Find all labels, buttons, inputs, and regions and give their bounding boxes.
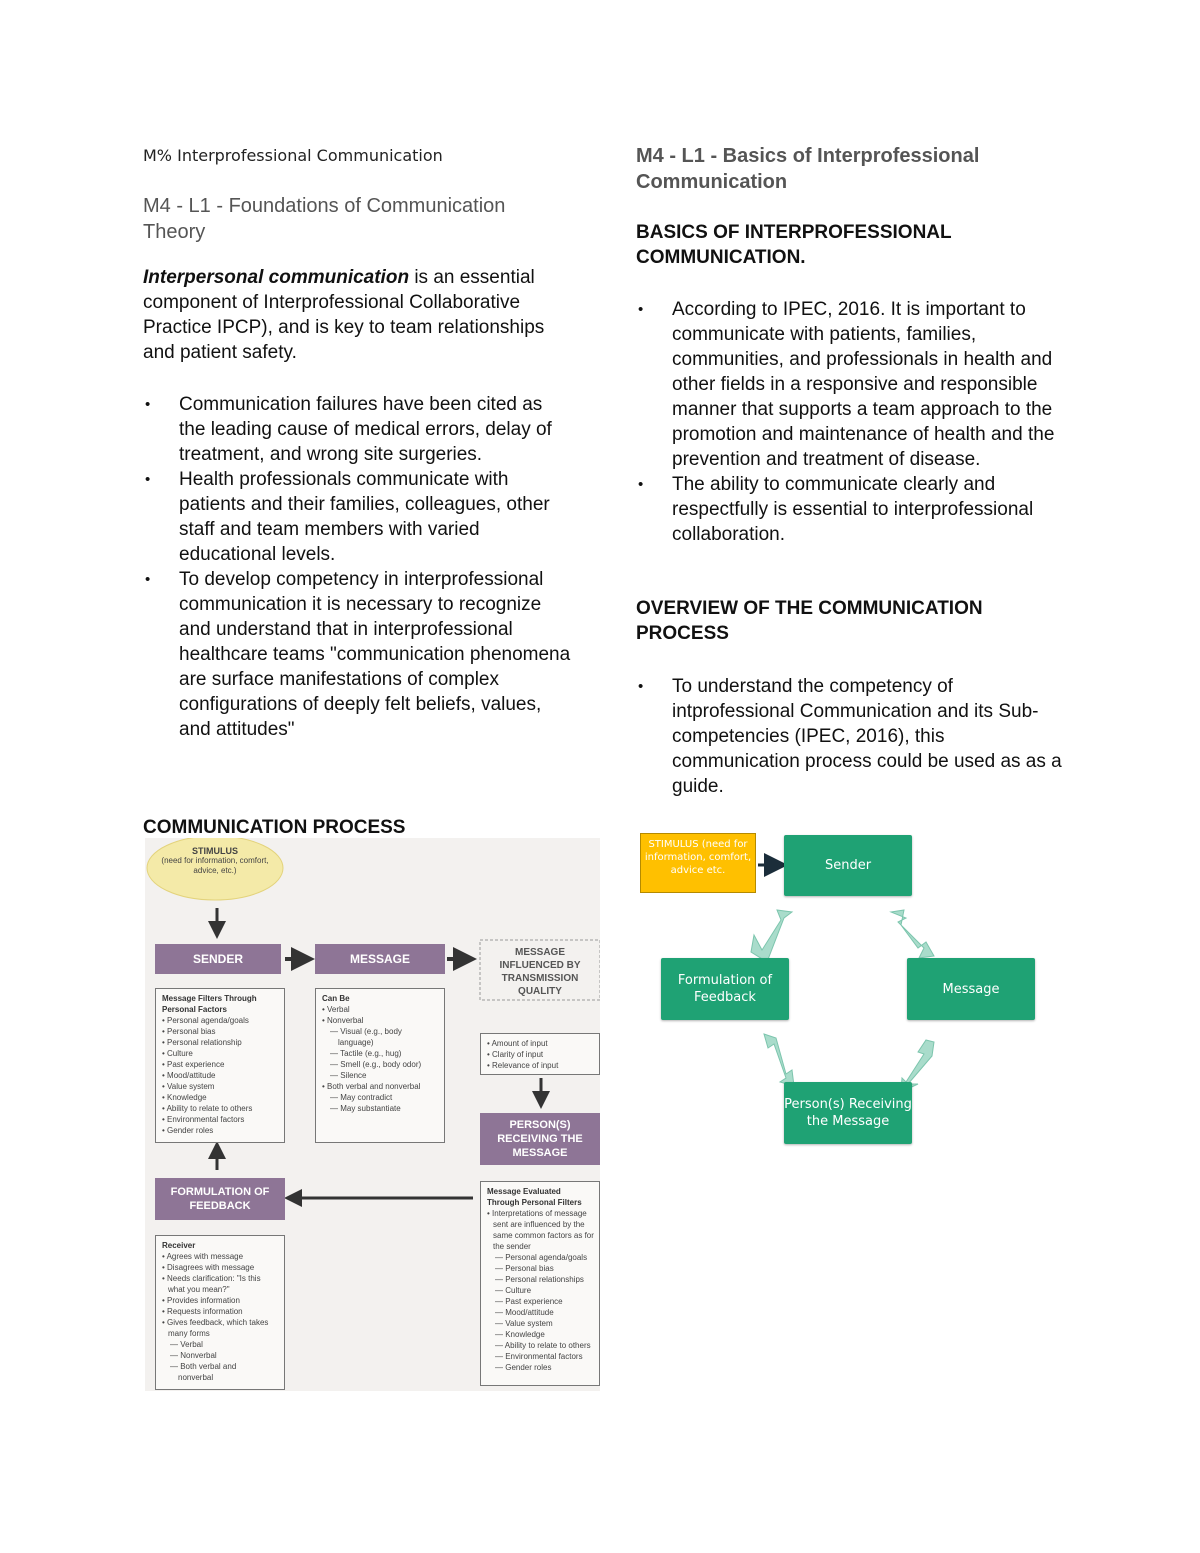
receiver-item: what you mean?" <box>168 1285 230 1294</box>
quality-item: • Relevance of input <box>487 1061 559 1070</box>
evaluated-box <box>480 1181 600 1386</box>
receiver-item: • Needs clarification: "Is this <box>162 1274 261 1283</box>
evaluated-item: — Knowledge <box>495 1330 545 1339</box>
filters-box <box>155 988 285 1143</box>
filter-item: • Personal agenda/goals <box>162 1016 249 1025</box>
stimulus-box: STIMULUS (need for information, comfort, advice etc. <box>640 833 756 893</box>
list-item: • The ability to communicate clearly and respectfully is essential to interprofessional collaboration. <box>636 472 1066 547</box>
basics-bullet-list <box>636 297 1066 547</box>
evaluated-item: — Mood/attitude <box>495 1308 554 1317</box>
evaluated-item: — Environmental factors <box>495 1352 583 1361</box>
quality-item: • Clarity of input <box>487 1050 544 1059</box>
document-title: M% Interprofessional Communication <box>143 146 443 165</box>
filter-item: • Value system <box>162 1082 215 1091</box>
can-be-item: — Tactile (e.g., hug) <box>330 1049 402 1058</box>
can-be-item: • Nonverbal <box>322 1016 364 1025</box>
receiver-item: many forms <box>168 1329 210 1338</box>
receiving-node: Person(s) Receiving the Message <box>784 1082 912 1144</box>
feedback-box: FORMULATION OF FEEDBACK <box>155 1178 285 1220</box>
receiver-title: Receiver <box>162 1241 196 1250</box>
receiver-item: nonverbal <box>178 1373 214 1382</box>
filter-item: • Ability to relate to others <box>162 1104 253 1113</box>
can-be-item: — Smell (e.g., body odor) <box>330 1060 422 1069</box>
evaluated-title: Message Evaluated Through Personal Filters <box>487 1187 582 1207</box>
sender-node: Sender <box>784 835 912 896</box>
receiver-item: • Disagrees with message <box>162 1263 255 1272</box>
intro-paragraph <box>143 265 563 365</box>
evaluated-item: — Personal bias <box>495 1264 554 1273</box>
receiving-box: PERSON(S) RECEIVING THE MESSAGE <box>480 1113 600 1165</box>
receiver-item: • Gives feedback, which takes <box>162 1318 269 1327</box>
influenced-label: MESSAGE INFLUENCED BY TRANSMISSION QUALITY <box>499 947 581 997</box>
receiver-item: • Agrees with message <box>162 1252 244 1261</box>
can-be-item: language) <box>338 1038 374 1047</box>
stimulus-title: STIMULUS <box>192 846 238 856</box>
list-item: • According to IPEC, 2016. It is important to communicate with patients, families, communities, and professionals in health and other fields in a responsive and responsible manner that supports a team approach to the promotion and maintenance of health and the prevention and treatment of disease. <box>636 297 1066 472</box>
sender-box: SENDER <box>155 944 281 974</box>
evaluated-item: — Value system <box>495 1319 553 1328</box>
filter-item: • Environmental factors <box>162 1115 245 1124</box>
filter-item: • Culture <box>162 1049 193 1058</box>
receiver-item: — Both verbal and <box>170 1362 237 1371</box>
filter-item: • Past experience <box>162 1060 225 1069</box>
evaluated-item: — Ability to relate to others <box>495 1341 591 1350</box>
right-lesson-title: M4 - L1 - Basics of Interprofessional Communication <box>636 145 980 193</box>
filter-item: • Mood/attitude <box>162 1071 216 1080</box>
receiver-item: — Nonverbal <box>170 1351 217 1360</box>
evaluated-item: — Personal agenda/goals <box>495 1253 588 1262</box>
list-item: • To develop competency in interprofessional communication it is necessary to recognize and understand that in interprofessional healthcare teams "communication phenomena are surface manifestations of complex configurations of deeply felt beliefs, values, and attitudes" <box>143 567 573 742</box>
left-bullet-list <box>143 392 573 742</box>
can-be-item: • Verbal <box>322 1005 350 1014</box>
feedback-node: Formulation of Feedback <box>661 958 789 1020</box>
can-be-item: — Visual (e.g., body <box>330 1027 402 1036</box>
stimulus-label <box>157 846 273 876</box>
intro-text: is an essential component of Interprofessional Collaborative Practice IPCP), and is key to team relationships and patient safety. <box>143 267 545 363</box>
evaluated-item: — Culture <box>495 1286 532 1295</box>
quality-item: • Amount of input <box>487 1039 548 1048</box>
overview-heading: OVERVIEW OF THE COMMUNICATION PROCESS <box>636 598 983 644</box>
filter-item: • Knowledge <box>162 1093 207 1102</box>
list-item: • To understand the competency of intprofessional Communication and its Sub-competencies (IPEC, 2016), this communication process could be used as as a guide. <box>636 674 1066 799</box>
filter-item: • Personal relationship <box>162 1038 242 1047</box>
evaluated-item: • Interpretations of message <box>487 1209 587 1218</box>
evaluated-item: — Gender roles <box>495 1363 552 1372</box>
filter-item: • Personal bias <box>162 1027 216 1036</box>
receiver-item: • Requests information <box>162 1307 243 1316</box>
can-be-box <box>315 988 445 1143</box>
can-be-item: — Silence <box>330 1071 367 1080</box>
quality-box <box>480 1033 600 1075</box>
evaluated-item: same common factors as for <box>493 1231 594 1240</box>
intro-term: Interpersonal communication <box>143 267 410 288</box>
receiver-box <box>155 1235 285 1390</box>
receiver-item: — Verbal <box>170 1340 203 1349</box>
evaluated-item: sent are influenced by the <box>493 1220 585 1229</box>
can-be-item: — May contradict <box>330 1093 393 1102</box>
evaluated-item: — Personal relationships <box>495 1275 584 1284</box>
stimulus-sub: (need for information, comfort, advice, etc.) <box>161 856 269 875</box>
can-be-item: — May substantiate <box>330 1104 401 1113</box>
receiver-item: • Provides information <box>162 1296 240 1305</box>
can-be-title: Can Be <box>322 994 350 1003</box>
process-heading: COMMUNICATION PROCESS <box>143 817 406 838</box>
communication-process-figure <box>145 838 600 1391</box>
can-be-item: • Both verbal and nonverbal <box>322 1082 421 1091</box>
evaluated-item: — Past experience <box>495 1297 563 1306</box>
overview-bullet-list <box>636 674 1066 799</box>
left-lesson-title: M4 - L1 - Foundations of Communication Theory <box>143 195 506 243</box>
basics-heading: BASICS OF INTERPROFESSIONAL COMMUNICATION. <box>636 222 952 268</box>
list-item: • Communication failures have been cited as the leading cause of medical errors, delay of treatment, and wrong site surgeries. <box>143 392 573 467</box>
message-node: Message <box>907 958 1035 1020</box>
filter-item: • Gender roles <box>162 1126 214 1135</box>
evaluated-item: the sender <box>493 1242 531 1251</box>
message-box: MESSAGE <box>315 944 445 974</box>
list-item: • Health professionals communicate with patients and their families, colleagues, other staff and team members with varied educational levels. <box>143 467 573 567</box>
filters-title: Message Filters Through Personal Factors <box>162 994 257 1014</box>
